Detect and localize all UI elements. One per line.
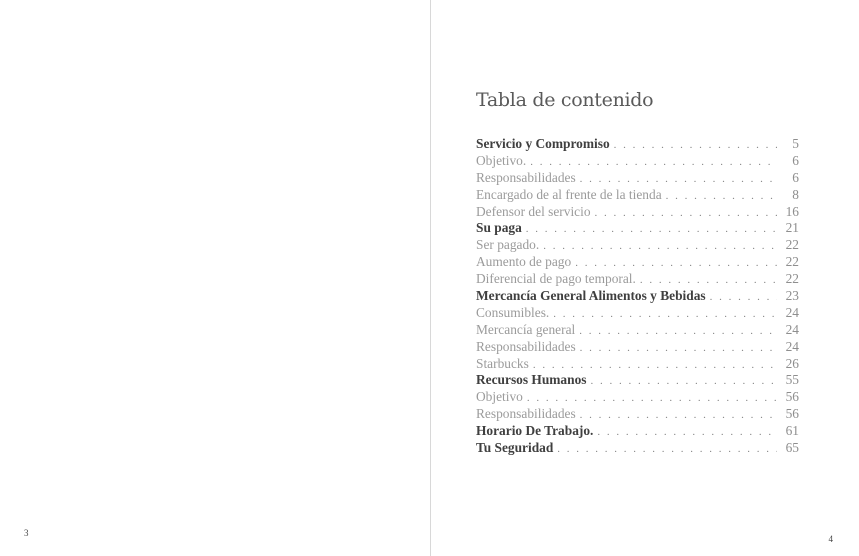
toc-entry-title: Servicio y Compromiso — [476, 136, 610, 151]
toc-entry-page: 65 — [785, 440, 799, 456]
toc-entry-title: Aumento de pago — [476, 254, 572, 270]
toc-entry-title: Starbucks — [476, 355, 529, 371]
toc-entry-title: Recursos Humanos — [476, 372, 587, 388]
toc-entry-title: Objetivo. — [476, 152, 527, 168]
toc-dot-leader — [523, 390, 777, 407]
toc-entry[interactable] — [476, 322, 799, 339]
toc-entry[interactable] — [476, 237, 799, 254]
toc-title: Tabla de contenido — [476, 89, 654, 111]
toc-entry[interactable] — [476, 339, 799, 356]
toc-dot-leader — [571, 255, 777, 272]
toc-dot-leader — [591, 205, 777, 222]
toc-dot-leader — [522, 221, 777, 238]
toc-entry-page: 56 — [785, 406, 799, 422]
toc-dot-leader — [706, 289, 777, 306]
toc-entry[interactable] — [476, 356, 799, 373]
toc-entry-page: 23 — [785, 288, 799, 304]
toc-entry[interactable] — [476, 153, 799, 170]
toc-entry[interactable] — [476, 406, 799, 423]
toc-dot-leader — [576, 171, 777, 188]
toc-entry-page: 55 — [785, 372, 799, 388]
toc-entry-title: Horario De Trabajo. — [476, 423, 594, 439]
toc-entry-page: 56 — [785, 389, 799, 405]
toc-dot-leader — [553, 441, 777, 458]
toc-entry-page: 22 — [785, 254, 799, 270]
toc-entry-page: 24 — [785, 304, 799, 320]
toc-entry[interactable] — [476, 389, 799, 406]
toc-entry-title: Responsabilidades — [476, 338, 576, 354]
toc-entry-title: Consumibles. — [476, 304, 550, 320]
toc-entry[interactable] — [476, 204, 799, 221]
toc-entry-page: 5 — [792, 136, 799, 151]
toc-dot-leader — [662, 188, 777, 205]
toc-entry-page: 24 — [785, 338, 799, 354]
toc-entry[interactable] — [476, 288, 799, 305]
toc-entry-page: 22 — [785, 271, 799, 287]
toc-entry-page: 16 — [785, 203, 799, 219]
toc-entry[interactable] — [476, 423, 799, 440]
toc-dot-leader — [576, 340, 777, 357]
toc-dot-leader — [576, 407, 777, 424]
toc-entry[interactable] — [476, 136, 799, 153]
toc-dot-leader — [549, 306, 777, 323]
toc-entry-title: Objetivo — [476, 389, 523, 405]
toc-entry[interactable] — [476, 220, 799, 237]
toc-entry-title: Responsabilidades — [476, 406, 576, 422]
toc-entry-title: Diferencial de pago temporal. — [476, 271, 636, 287]
toc-dot-leader — [529, 357, 777, 374]
toc-entry-title: Responsabilidades — [476, 169, 576, 185]
toc-entry[interactable] — [476, 254, 799, 271]
toc-entry[interactable] — [476, 440, 799, 457]
toc-entry[interactable] — [476, 271, 799, 288]
toc-dot-leader — [636, 272, 777, 289]
toc-dot-leader — [593, 424, 777, 441]
left-page-number: 3 — [24, 528, 29, 538]
toc-entry-title: Mercancía general — [476, 321, 576, 337]
toc-entry-page: 6 — [792, 169, 799, 185]
toc-dot-leader — [586, 373, 777, 390]
toc-dot-leader — [575, 323, 777, 340]
toc-entry-title: Mercancía General Alimentos y Bebidas — [476, 288, 706, 304]
toc-entry-page: 26 — [785, 355, 799, 371]
toc-dot-leader — [610, 137, 777, 154]
toc-entry-title: Tu Seguridad — [476, 440, 554, 456]
toc-entry-page: 61 — [785, 423, 799, 439]
toc-entry-page: 8 — [792, 186, 799, 202]
toc-entry-title: Defensor del servicio — [476, 203, 591, 219]
toc-entry-page: 22 — [785, 237, 799, 253]
toc-entry[interactable] — [476, 372, 799, 389]
right-page-number: 4 — [828, 534, 833, 544]
toc-entry-page: 21 — [785, 220, 799, 236]
toc-entry-title: Su paga — [476, 220, 522, 236]
toc-entry-page: 6 — [792, 152, 799, 168]
right-page — [431, 0, 859, 556]
toc-dot-leader — [526, 154, 777, 171]
toc-entry-title: Encargado de al frente de la tienda — [476, 186, 662, 202]
toc-entry-page: 24 — [785, 321, 799, 337]
toc-entry[interactable] — [476, 187, 799, 204]
toc-dot-leader — [539, 238, 777, 255]
toc-entry[interactable] — [476, 305, 799, 322]
toc-entry[interactable] — [476, 170, 799, 187]
toc-entry-title: Ser pagado. — [476, 237, 540, 253]
table-of-contents — [476, 136, 799, 457]
